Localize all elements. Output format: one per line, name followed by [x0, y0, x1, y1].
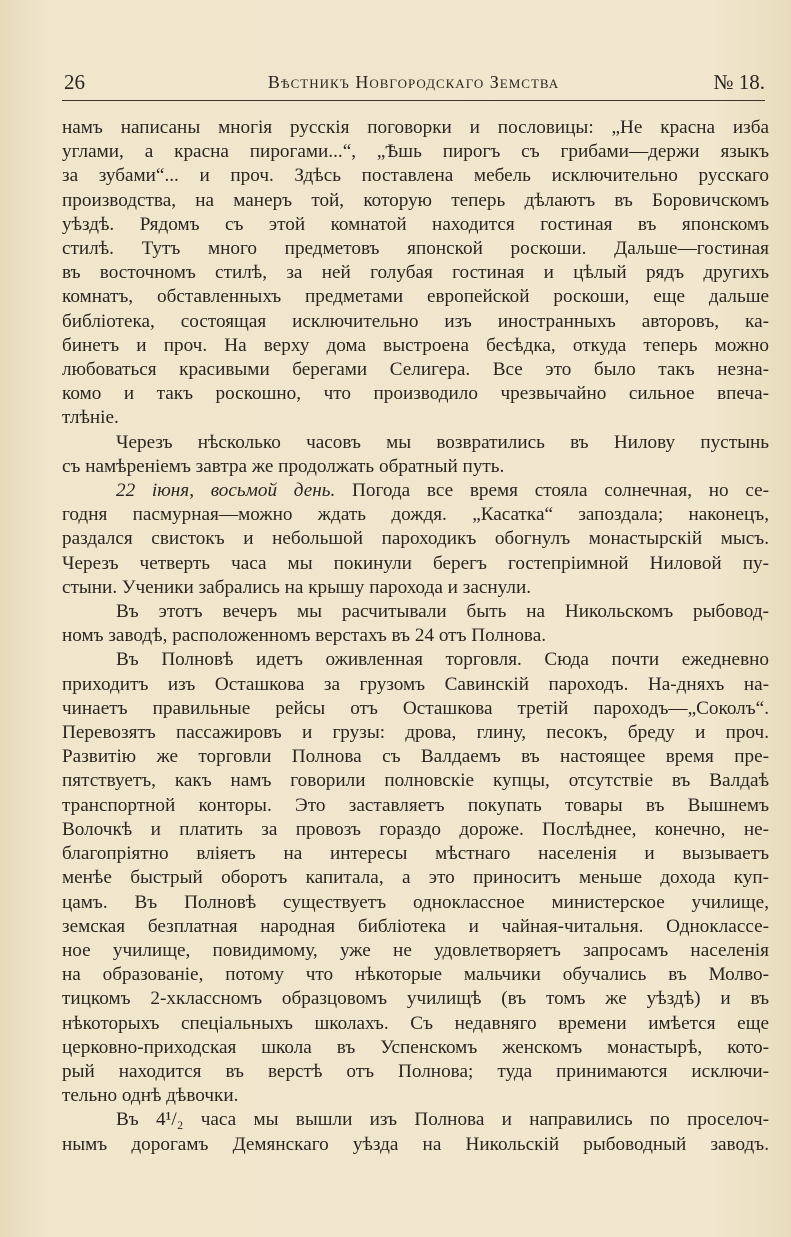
issue-number: № 18.	[713, 70, 765, 94]
text-line: бинетъ и проч. На верху дома выстроена бесѣдка, откуда теперь можно	[62, 334, 769, 356]
text-line: Черезъ четверть часа мы покинули берегъ гостепріимной Ниловой пу-	[62, 552, 769, 574]
text-line: годня пасмурная—можно ждать дождя. „Касатка“ запоздала; наконецъ,	[62, 504, 769, 526]
date-heading: 22 іюня, восьмой день.	[116, 480, 336, 502]
text-run: Погода все время стояла солнечная, но се-	[335, 480, 769, 502]
text-line: въ восточномъ стилѣ, за ней голубая гостиная и цѣлый рядъ другихъ	[62, 262, 769, 284]
text-line: намъ написаны многія русскія поговорки и пословицы: „Не красна изба	[62, 117, 769, 138]
text-line	[62, 479, 769, 503]
text-line: Перевозятъ пассажировъ и грузы: дрова, глину, песокъ, бреду и проч.	[62, 722, 769, 744]
text-line: Въ Полновѣ идетъ оживленная торговля. Сюда почти ежедневно	[116, 649, 769, 671]
text-line: производства, на манеръ той, которую теперь дѣлаютъ въ Боровичскомъ	[62, 189, 769, 211]
text-line: комнатъ, обставленныхъ предметами европейской роскоши, еще дальше	[62, 286, 769, 308]
text-line: рый находится въ верстѣ отъ Полнова; туда принимаются исключи-	[62, 1060, 769, 1082]
text-line: нымъ дорогамъ Демянскаго уѣзда на Никольскій рыбоводный заводъ.	[62, 1133, 769, 1155]
text-line: менѣе быстрый оборотъ капитала, а это приноситъ меньше дохода куп-	[62, 867, 769, 889]
running-header	[62, 66, 765, 101]
text-line: приходитъ изъ Осташкова за грузомъ Савинскій пароходъ. На-дняхъ на-	[62, 673, 769, 695]
text-line: земская безплатная народная библіотека и чайная-читальня. Одноклассе-	[62, 915, 769, 937]
text-line: чинаетъ правильные рейсы отъ Осташкова третій пароходъ—„Соколъ“.	[62, 697, 769, 719]
text-line: транспортной конторы. Это заставляетъ покупать товары въ Вышнемъ	[62, 794, 769, 816]
text-line: за зубами“... и проч. Здѣсь поставлена мебель исключительно русскаго	[62, 165, 769, 187]
text-line: раздался свистокъ и небольшой пароходикъ обогнулъ монастырскій мысъ.	[62, 528, 769, 550]
text-line: стыни. Ученики забрались на крышу парохода и заснули.	[62, 576, 532, 598]
text-line: благопріятно вліяетъ на интересы мѣстнаго населенія и вызываетъ	[62, 843, 769, 865]
text-line: стилѣ. Тутъ много предметовъ японской роскоши. Дальше—гостиная	[62, 238, 769, 260]
text-line: углами, а красна пирогами...“, „Ѣшь пирогъ съ грибами—держи языкъ	[62, 141, 769, 163]
text-line: номъ заводѣ, расположенномъ верстахъ въ 24 отъ Полнова.	[62, 625, 547, 647]
text-line: съ намѣреніемъ завтра же продолжать обратный путь.	[62, 455, 505, 477]
text-line: на образованіе, потому что нѣкоторые мальчики обучались въ Молво-	[62, 964, 769, 986]
page-number: 26	[64, 70, 85, 94]
paragraph	[62, 648, 769, 1108]
text-line: пятствуетъ, какъ намъ говорили полновскіе купцы, отсутствіе въ Валдаѣ	[62, 770, 769, 792]
text-line: тельно однѣ дѣвочки.	[62, 1085, 239, 1107]
text-line: нѣкоторыхъ спеціальныхъ школахъ. Съ недавняго времени имѣется еще	[62, 1012, 769, 1034]
text-line: любоваться красивыми берегами Селигера. Все это было такъ незна-	[62, 359, 769, 381]
paragraph	[62, 116, 769, 431]
text-line: ное училище, повидимому, уже не удовлетворяетъ запросамъ населенія	[62, 939, 769, 961]
paragraph	[62, 600, 769, 648]
text-line: церковно-приходская школа въ Успенскомъ женскомъ монастырѣ, кото-	[62, 1036, 769, 1058]
text-line: цамъ. Въ Полновѣ существуетъ одноклассное министерское училище,	[62, 891, 769, 913]
text-line: библіотека, состоящая исключительно изъ иностранныхъ авторовъ, ка-	[62, 310, 769, 332]
text-line: тлѣніе.	[62, 407, 119, 429]
article-text	[62, 116, 769, 1157]
text-line: Развитію же торговли Полнова съ Валдаемъ въ настоящее время пре-	[62, 746, 769, 768]
paragraph	[62, 1108, 769, 1156]
text-line: тицкомъ 2-хклассномъ образцовомъ училищѣ (въ томъ же уѣздѣ) и въ	[62, 988, 769, 1010]
text-line: уѣздѣ. Рядомъ съ этой комнатой находится гостиная въ японскомъ	[62, 213, 769, 235]
text-line: Въ этотъ вечеръ мы расчитывали быть на Никольскомъ рыбовод-	[116, 601, 769, 623]
journal-title: Вѣстникъ Новгородскаго Земства	[267, 72, 560, 92]
paragraph	[62, 431, 769, 479]
text-line: комо и такъ роскошно, что производило чрезвычайно сильное впеча-	[62, 383, 769, 405]
paragraph	[62, 479, 769, 600]
text-line: Въ 4¹/₂ часа мы вышли изъ Полнова и направились по проселоч-	[116, 1109, 769, 1131]
text-line: Черезъ нѣсколько часовъ мы возвратились въ Нилову пустынь	[116, 431, 769, 453]
text-line: Волочкѣ и платить за провозъ гораздо дороже. Послѣднее, конечно, не-	[62, 818, 769, 840]
